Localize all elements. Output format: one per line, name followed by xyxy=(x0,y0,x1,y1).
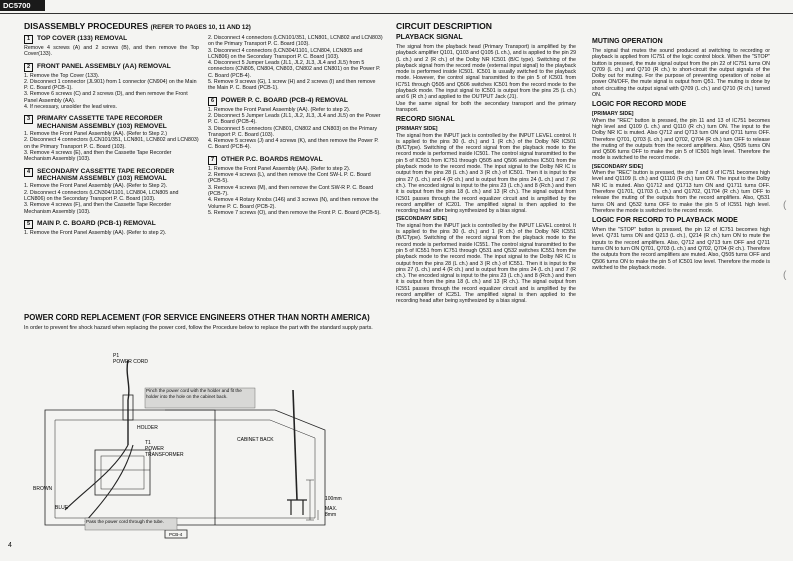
label-p1: P1 xyxy=(113,353,120,359)
header-rule xyxy=(0,13,793,14)
label-pcb: PCB-4 xyxy=(169,532,183,537)
note-tube: Pass the power cord through the tube. xyxy=(86,519,164,524)
primary-side-label: [PRIMARY SIDE] xyxy=(396,126,438,133)
label-max-value: 8mm xyxy=(325,512,337,518)
label-t1: T1 xyxy=(145,440,151,446)
step-section-4: 4 SECONDARY CASSETTE TAPE RECORDER MECHANISM ASSEMBLY (103) REMOVAL 1. Remove the Front Panel Assembly (AA). (Refer to Step 2). 2. Disconnect 4 connectors (LCN304/1101, LCN804, LCN805 and LCN806) on the Secondary Transport P. C. Board (103). 3. Remove 4 screws (F), and then the Cassette Tape Recorder Mechanism Assembly (103). xyxy=(24,168,199,215)
step-section-7: 7 OTHER P.C. BOARDS REMOVAL 1. Remove the Front Panel Assembly (AA). (Refer to step 2). 2. Remove 4 screws (L), and then remove the Cont SW-L P. C. Board (PCB-5). 3. Remove 4 screws (M), and then remove the Cont SW-R P. C. Board (PCB-7). 4. Remove 4 Rotary Knobs (146) and 3 screws (N), and then remove the Volume P. C. Board (PCB-2). 5. Remove 7 screws (O), and then remove the Front P. C. Board (PCB-5). xyxy=(208,156,383,216)
power-cord-line xyxy=(127,360,129,445)
label-power-1: POWER xyxy=(145,446,164,452)
step-item: 1. Remove the Front Panel Assembly (AA). (Refer to Step 2). xyxy=(24,183,168,190)
step-item: 1. Remove the Front Panel Assembly (AA). (Refer to step 2). xyxy=(24,229,167,236)
step-item: 5. Remove 7 screws (O), and then remove the Front P. C. Board (PCB-5). xyxy=(208,209,381,216)
step-item: 4. Remove 4 Rotary Knobs (146) and 3 screws (N), and then remove the Volume P. C. Board (PCB-2). xyxy=(208,197,379,210)
step-section-5: 5 MAIN P. C. BOARD (PCB-1) REMOVAL 1. Remove the Front Panel Assembly (AA). (Refer to step 2). xyxy=(24,220,199,236)
disassembly-title: DISASSEMBLY PROCEDURES (REFER TO PAGES 10, 11 AND 12) xyxy=(24,21,251,31)
playback-title: PLAYBACK SIGNAL xyxy=(396,34,463,41)
label-brown: BROWN xyxy=(33,486,53,492)
label-max: MAX. xyxy=(325,506,338,512)
power-cord-title: POWER CORD REPLACEMENT (FOR SERVICE ENGINEERS OTHER THAN NORTH AMERICA) xyxy=(24,313,370,322)
label-holder: HOLDER xyxy=(137,425,158,431)
cabinet-back-line xyxy=(165,410,215,525)
secondary-side-label: [SECONDARY SIDE] xyxy=(396,216,447,223)
step-item: 1. Remove the Front Panel Assembly (AA). (Refer to step 2). xyxy=(208,106,351,113)
binding-mark-icon: ( xyxy=(783,200,787,211)
step-item: 2. Disconnect 4 connectors (LCN101/351, LCN801, LCN802 and LCN803) on the Primary Transport P. C. Board (103). xyxy=(208,35,383,48)
power-cord-section xyxy=(24,313,384,331)
step-item: 2. Disconnect 1 connector (JL901) from 1 connector (CN904) on the Main P. C. Board (PCB-1). xyxy=(24,78,197,92)
model-tab: DC5700 xyxy=(0,0,45,11)
step-item: 2. Remove 4 screws (L), and then remove the Cont SW-L P. C. Board (PCB-5). xyxy=(208,172,371,185)
section-text: Remove 4 screws (A) and 2 screws (B), and then remove the Top Cover(133). xyxy=(24,45,199,58)
logic-record-primary-text: When the "REC" button is pressed, the pin 11 and 13 of IC751 becomes high level and Q109 (L ch.) and Q110 (R ch.) turn ON. The input to the Dolby NR IC is muted. Also Q712 and Q713 turn ON and Q711 turns OFF. Therefore Q701, Q703 (L ch.) and Q702, Q704 (R ch.) turn OFF to release the muting of the outputs from the record amplifiers. Also, Q505 turns ON and Q506 turns OFF to make the pin 5 of IC501 high level. Therefore the mode is switched to the record mode. xyxy=(592,117,770,162)
muting-text: The signal that mutes the sound produced at switching to recording or playback is applied from IC751 of the logic control block. When the "STOP" button is pressed, the mute signal output from the pin 22 of IC751 turns ON Q709 (L ch.) and Q710 (R ch.) to short-circuit the output signals of the Dolby out for muting. For the purpose of preventing operation of noise at power ON/OFF, the mute signal is output from Q51. The muting is done by short circuiting the output signal with Q709 (L ch.) and Q710 (R ch.) turned ON. xyxy=(592,48,770,99)
step-section-3: 3 PRIMARY CASSETTE TAPE RECORDER MECHANISM ASSEMBLY (103) REMOVEL 1. Remove the Front Panel Assembly (AA). (Refer to Step 2.) 2. Disconnect 4 connectors (LCN101/351, LCN801, LCN802 and LCN803) on the Primary Transport P. C. Board (103). 3. Remove 4 screws (E), and then the Cassette Tape Recorder Mechanism Assembly (103). xyxy=(24,115,199,163)
record-secondary-text: The signal from the INPUT jack is controlled by the INPUT LEVEL control. It is applied to the pins 30 (L ch.) and 1 (R ch.) of the Dolby NR IC551 (B/CType). Switching of the record signal from the playback mode to the record mode is performed inside IC551. The control signal transmitted to the pin 5 of IC551 from IC751 through Q531 and Q532 switches IC551 from the playback mode to the record mode. The input signal to the Dolby NR IC is output from the pins 28 (L ch.) and 3 (R ch.) of IC551. Then it is input to the pins 27 (L ch.) and 4 (R ch.) and is output from the pins 24 (L ch.) and 7 (R ch.). The encoded signal is input to the pins 23 (L ch.) and 8 (Rch.) and then it is output from the pins 18 (L ch.) and 13 (R ch.). The signal output from IC551 passes through the record equalizer circuit and is amplified by the record amplifier of IC251. The amplified signal is then applied to the recording head after being synthesized by a bias signal. xyxy=(396,222,576,305)
note-holder: Pinch the power cord with the holder and fit the holder into the hole on the cabinet back. xyxy=(146,388,242,399)
power-cord-diagram xyxy=(25,350,380,545)
muting-title: MUTING OPERATION xyxy=(592,38,663,45)
secondary-side-label: [SECONDARY SIDE] xyxy=(592,163,643,170)
label-dim: 100mm xyxy=(325,496,342,502)
step-item: 1. Remove the Front Panel Assembly (AA). (Refer to step 2). xyxy=(208,165,351,172)
step-item: 2. Disconnect 4 connectors (LCN101/351, LCN801, LCN802 and LCN803) on the Primary Transport P. C. Board (103). xyxy=(24,137,199,150)
step-item: 5. Remove 9 screws (G), 1 screw (H) and 2 screws (I) and then remove the Main P. C. Board (PCB-1). xyxy=(208,79,376,92)
logic-playback-title: LOGIC FOR RECORD TO PLAYBACK MODE xyxy=(592,217,738,225)
step-item: 3. Disconnect 4 connectors (LCN304/1101, LCN804, LCN805 and LCN806) on the Secondary Transport P. C. Board (103). xyxy=(208,47,363,60)
step-item: 2. Disconnect 4 connectors (LCN304/1101, LCN804, LCN805 and LCN806) on the Secondary Transport P. C. Board (103). xyxy=(24,189,179,203)
circuit-right-column xyxy=(592,35,770,271)
step-item: 3. Remove 6 screws (C) and 2 screws (D), and then remove the Front Panel Assembly (AA). xyxy=(24,91,188,104)
step-item: 2. Disconnect 5 Jumper Leads (JL1, JL2, JL3, JL4 and JL5) on the Power P. C. Board (PCB-4). xyxy=(208,112,381,126)
step-item: 4. If necessary, unsolder the lead wires. xyxy=(24,104,117,111)
disassembly-section xyxy=(24,21,384,36)
step-item: 3. Disconnect 5 connectors (CN801, CN802 and CN803) on the Primary Transport P. C. Board (103). xyxy=(208,125,377,138)
step-section-6: 6 POWER P. C. BOARD (PCB-4) REMOVAL 1. Remove the Front Panel Assembly (AA). (Refer to step 2). 2. Disconnect 5 Jumper Leads (JL1, JL2, JL3, JL4 and JL5) on the Power P. C. Board (PCB-4). 3. Disconnect 5 connectors (CN801, CN802 and CN803) on the Primary Transport P. C. Board (103). 4. Remove 5 screws (J) and 4 screws (K), and then remove the Power P. C. Board (PCB-4). xyxy=(208,97,383,151)
step-item: 1. Remove the Front Panel Assembly (AA). (Refer to Step 2.) xyxy=(24,131,168,138)
circuit-title: CIRCUIT DESCRIPTION xyxy=(396,21,492,31)
disassembly-left-column xyxy=(24,35,199,241)
label-cabinet-back: CABINET BACK xyxy=(237,437,274,443)
step-item: 3. Remove 4 screws (F), and then the Cassette Tape Recorder Mechanism Assembly (103). xyxy=(24,202,172,215)
label-blue: BLUE xyxy=(55,505,69,511)
cabinet-outline xyxy=(45,410,325,525)
step-item: 1. Remove the Top Cover (133). xyxy=(24,72,100,79)
record-primary-text: The signal from the INPUT jack is controlled by the INPUT LEVEL control. It is applied to the pins 30 (L ch.) and 1 (R ch.) of the Dolby NR IC501 (B/CType). Switching of the record signal from the playback mode to the record mode is performed inside IC501. The control signal transmitted to the pin 5 of IC501 from IC751 through Q505 and Q506 switches IC501 from the playback mode to the record mode. The input signal to the Dolby NR IC is output from the pins 28 (L ch.) and 3 (R ch.) of IC501. Then it is input to the pins 27 (L ch.) and 4 (R ch.) and is output from the pins 24 (L ch.) and 7 (R ch.). The encoded signal is input to the pins 23 (L ch.) and 8 (Rch.) and then it is output from the pins 18 (L ch.) and 13 (R ch.). The signal output from IC501 passes through the record equalizer circuit and is amplified by the record amplifier of IC201. The amplified signal is then applied to the recording head after being synthesized by a bias signal. xyxy=(396,132,576,215)
playback-text: The signal from the playback head (Primary Transport) is amplified by the playback amplifier Q101, Q103 and Q105 (L ch.), and is applied to the pin 29 (L ch.) and 2 (R ch.) of the Dolby NR IC501 (B/C type). Switching of the playback signal from the record mode (external input signal) to the playback mode is performed inside IC501. IC501 is usually switched to the playback mode. However, the control signal transmitted to the pin 5 of IC501 from IC751 through Q505 and Q506 switches IC501 from the record mode to the playback mode. The input signal to IC501 is output from the pins 25 (L ch.) and 6 (R ch.) and applied to the OUTPUT Jack (J1). xyxy=(396,44,577,101)
primary-side-label: [PRIMARY SIDE] xyxy=(592,111,634,118)
binding-mark-icon: ( xyxy=(783,270,787,281)
logic-record-title: LOGIC FOR RECORD MODE xyxy=(592,101,687,109)
step-item: 4. Remove 5 screws (J) and 4 screws (K), and then remove the Power P. C. Board (PCB-4). xyxy=(208,138,379,151)
label-power-cord: POWER CORD xyxy=(113,359,148,365)
record-title: RECORD SIGNAL xyxy=(396,116,455,124)
step-section-2: 2 FRONT PANEL ASSEMBLY (AA) REMOVAL 1. Remove the Top Cover (133). 2. Disconnect 1 connector (JL901) from 1 connector (CN904) on the Main P. C. Board (PCB-1). 3. Remove 6 screws (C) and 2 screws (D), and then remove the Front Panel Assembly (AA). 4. If necessary, unsolder the lead wires. xyxy=(24,63,199,111)
power-cord-intro: In order to prevent fire shock hazard when replacing the power cord, follow the Procedure below to replace the part with the standard supply parts. xyxy=(24,325,373,331)
step-item: 4. Disconnect 5 Jumper Leads (JL1, JL2, JL3, JL4 and JL5) from 5 connectors (CN805, CN804, CN803, CN802 and CN801) on the Power P. C. Board (PCB-4). xyxy=(208,60,381,79)
logic-playback-text: When the "STOP" button is pressed, the pin 12 of IC751 becomes high level. Q731 turns ON and Q213 (L ch.), Q214 (R ch.) turn ON to mute the inputs to the record amplifiers. Also, Q712 and Q713 turn OFF and Q711 turns ON to turn ON Q701, Q703 (L ch.) and Q702, Q704 (R ch.). Therefore the outputs from the record amplifiers are muted. Also, Q505 turns OFF and Q506 turns ON to make the pin 5 of IC501 low level. Therefore the mode is switched to the playback mode. xyxy=(592,227,770,271)
step-section-1: 1 TOP COVER (133) REMOVAL Remove 4 screws (A) and 2 screws (B), and then remove the Top Cover(133). xyxy=(24,35,199,58)
circuit-left-column xyxy=(396,21,576,305)
label-transformer: TRANSFORMER xyxy=(145,452,184,458)
page-number: 4 xyxy=(8,542,12,549)
step-item: 3. Remove 4 screws (E), and then the Cassette Tape Recorder Mechanism Assembly (103). xyxy=(24,150,172,163)
step-section-5-continued xyxy=(208,35,383,92)
logic-record-secondary-text: When the "REC" button is pressed, the pin 7 and 9 of IC751 becomes high level and Q1109 (L ch.) and Q1110 (R ch.) turn ON. The input to the Dolby NR IC is muted. Also Q1712 and Q1713 turn ON and Q1711 turns OFF. Therefore Q1701, Q1703 (L ch.) and Q1702, Q1704 (R ch.) turn OFF to release the muting of the outputs from the record amplifiers. Also, Q531 turns ON and Q532 turns OFF to make the pin 5 of IC551 high level. Therefore the mode is switched to the record mode. xyxy=(592,170,770,214)
step-item: 3. Remove 4 screws (M), and then remove the Cont SW-R P. C. Board (PCB-7). xyxy=(208,184,374,197)
disassembly-right-column xyxy=(208,35,383,221)
playback-text-2: Use the same signal for both the secondary transport and the primary transport. xyxy=(396,100,576,113)
cord-right xyxy=(293,390,297,500)
